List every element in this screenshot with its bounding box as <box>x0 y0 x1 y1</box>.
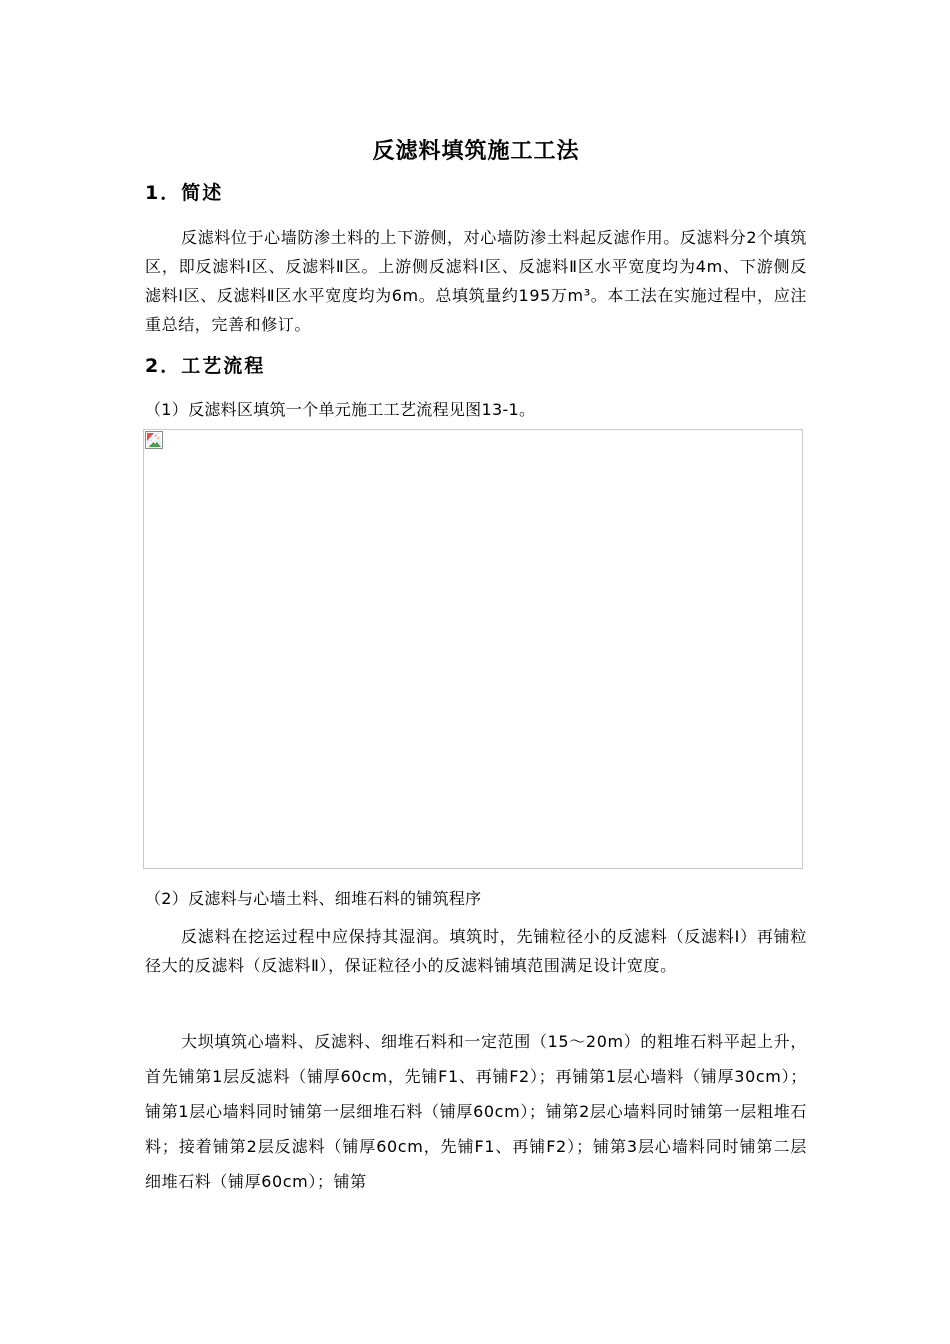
process-paragraph-1: 反滤料在挖运过程中应保持其湿润。填筑时，先铺粒径小的反滤料（反滤料Ⅰ）再铺粒径大的反滤料（反滤料Ⅱ），保证粒径小的反滤料铺填范围满足设计宽度。 <box>145 927 807 975</box>
section-heading-process: 2．工艺流程 <box>145 355 266 377</box>
overview-paragraph: 反滤料位于心墙防渗土料的上下游侧，对心墙防渗土料起反滤作用。反滤料分2个填筑区，即反滤料Ⅰ区、反滤料Ⅱ区。上游侧反滤料Ⅰ区、反滤料Ⅱ区水平宽度均为4m、下游侧反滤料Ⅰ区、反滤料Ⅱ区水平宽度均为6m。总填筑量约195万m³。本工法在实施过程中，应注重总结，完善和修订。 <box>145 228 807 334</box>
section-heading-overview: 1．简述 <box>145 182 224 204</box>
process-item-1: （1）反滤料区填筑一个单元施工工艺流程见图13-1。 <box>145 400 536 419</box>
process-item-2: （2）反滤料与心墙土料、细堆石料的铺筑程序 <box>145 889 482 908</box>
process-paragraph-2: 大坝填筑心墙料、反滤料、细堆石料和一定范围（15～20m）的粗堆石料平起上升，首先铺第1层反滤料（铺厚60cm，先铺F1、再铺F2）；再铺第1层心墙料（铺厚30cm）；铺第1层心墙料同时铺第一层细堆石料（铺厚60cm）；铺第2层心墙料同时铺第一层粗堆石料；接着铺第2层反滤料（铺厚60cm，先铺F1、再铺F2）；铺第3层心墙料同时铺第二层细堆石料（铺厚60cm）；铺第 <box>145 1032 807 1191</box>
broken-image-icon <box>145 431 163 449</box>
document-title: 反滤料填筑施工工法 <box>372 139 580 164</box>
figure-13-1-placeholder <box>143 429 803 869</box>
